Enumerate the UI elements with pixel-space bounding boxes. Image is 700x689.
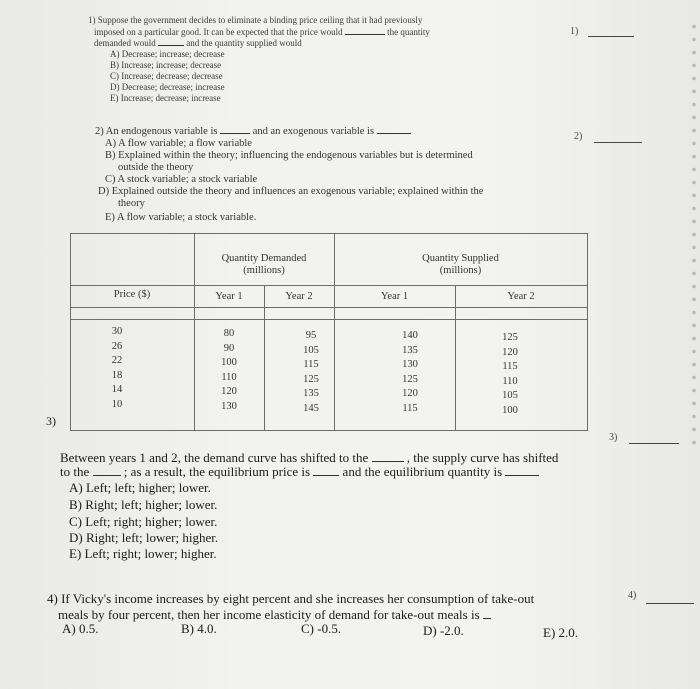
table-cell: 145 [303, 402, 319, 414]
table-cell: 100 [502, 404, 518, 416]
qd-year2-column [276, 329, 346, 416]
table-cell: 140 [402, 330, 418, 341]
table-cell: 105 [303, 344, 319, 356]
table-cell: 10 [111, 398, 123, 410]
q1-line2b-text: the quantity [387, 27, 430, 37]
price-column [70, 325, 164, 412]
q4-option-a: A) 0.5. [62, 621, 99, 636]
table-cell: 120 [221, 386, 237, 397]
q2-answer-number: 2) [574, 131, 583, 142]
q3-stem2c: and the equilibrium quantity is [342, 464, 503, 479]
table-cell: 18 [111, 369, 123, 381]
table-cell: 120 [502, 346, 518, 358]
q1-option-e: E) Increase; decrease; increase [110, 93, 221, 103]
q3-blank-demand[interactable] [372, 461, 404, 462]
q3-option-c: C) Left; right; higher; lower. [69, 514, 218, 529]
q1-line2-text: imposed on a particular good. It can be expected that the price would [94, 27, 343, 37]
q2-option-e: E) A flow variable; a stock variable. [105, 212, 257, 223]
table-line [70, 307, 588, 308]
table-cell: 105 [502, 390, 518, 401]
table-line [70, 430, 588, 431]
q3-option-a: A) Left; left; higher; lower. [69, 480, 211, 495]
q3-answer-line[interactable] [629, 443, 679, 444]
table-line [70, 233, 588, 234]
qd-year1-column [194, 327, 264, 414]
q4-line2 [58, 607, 491, 623]
q4-blank[interactable] [483, 618, 491, 619]
q1-option-c: C) Increase; decrease; decrease [110, 71, 223, 81]
q2-option-b-cont: outside the theory [118, 162, 194, 173]
table-cell: 135 [303, 388, 319, 399]
table-cell: 26 [111, 340, 123, 352]
q1-line2 [94, 27, 430, 38]
q2-option-c: C) A stock variable; a stock variable [105, 174, 258, 185]
q3-stem1a: Between years 1 and 2, the demand curve has shifted to the [60, 450, 369, 465]
q3-stem2a: to the [60, 464, 90, 479]
table-cell: 30 [111, 326, 123, 337]
q2-stem-a: 2) An endogenous variable is [95, 126, 218, 137]
q1-option-b: B) Increase; increase; decrease [110, 60, 222, 70]
header-qs-year1: Year 1 [380, 291, 409, 302]
q3-blank-quantity[interactable] [505, 475, 539, 476]
table-cell: 125 [402, 373, 418, 385]
table-line [587, 233, 588, 431]
table-cell: 125 [303, 373, 319, 385]
header-qs-units: (millions) [439, 265, 482, 276]
header-qd-year2: Year 2 [285, 291, 313, 302]
table-cell: 120 [402, 388, 418, 399]
table-cell: 90 [223, 342, 235, 354]
q4-option-e: E) 2.0. [543, 625, 579, 640]
q3-answer-number: 3) [609, 432, 618, 443]
q1-blank-price[interactable] [345, 34, 385, 35]
header-qd-year1: Year 1 [215, 291, 243, 302]
q2-option-d-cont: theory [118, 198, 145, 209]
q3-option-e: E) Left; right; lower; higher. [69, 546, 217, 561]
table-cell: 115 [303, 359, 319, 370]
q2-option-b: B) Explained within the theory; influencing the endogenous variables but is determined [105, 150, 473, 161]
header-qs-title: Quantity Supplied [422, 253, 499, 264]
q2-blank-2[interactable] [377, 133, 411, 134]
table-cell: 110 [502, 375, 518, 387]
header-quantity-supplied [334, 253, 587, 277]
table-cell: 110 [221, 371, 237, 383]
header-price: Price ($) [113, 289, 151, 300]
table-cell: 130 [402, 359, 418, 370]
table-cell: 80 [223, 328, 235, 339]
header-qd-title: Quantity Demanded [221, 253, 307, 264]
table-cell: 95 [305, 330, 317, 341]
table-cell: 100 [221, 357, 237, 368]
binder-edge [688, 20, 700, 450]
table-line [70, 285, 588, 286]
table-cell: 125 [502, 332, 518, 343]
q2-option-d: D) Explained outside the theory and influences an exogenous variable; explained within the [98, 186, 484, 197]
table-line [70, 319, 588, 320]
table-cell: 115 [502, 361, 518, 372]
q3-option-d: D) Right; left; lower; higher. [69, 530, 219, 545]
q1-answer-number: 1) [570, 26, 579, 37]
q3-blank-price[interactable] [313, 475, 339, 476]
q2-stem-b: and an exogenous variable is [252, 126, 375, 137]
table-cell: 115 [402, 402, 418, 414]
q2-answer-line[interactable] [594, 142, 642, 143]
q4-option-b: B) 4.0. [181, 621, 217, 636]
q4-line1: 4) If Vicky's income increases by eight percent and she increases her consumption of take-out [47, 591, 535, 606]
header-qd-units: (millions) [243, 265, 285, 276]
supply-demand-table [70, 233, 588, 431]
q1-answer-line[interactable] [588, 36, 634, 37]
header-qs-year2: Year 2 [507, 291, 535, 302]
qs-year2-column [475, 331, 545, 418]
table-cell: 135 [402, 344, 418, 356]
q1-line3b-text: and the quantity supplied would [186, 38, 302, 48]
table-line [264, 285, 265, 431]
table-cell: 14 [111, 384, 123, 395]
q3-stem2b: ; as a result, the equilibrium price is [123, 464, 311, 479]
q1-line3 [94, 38, 302, 49]
qs-year1-column [370, 329, 450, 416]
q3-stem-line2 [60, 464, 539, 480]
q1-option-a: A) Decrease; increase; decrease [110, 49, 225, 59]
q4-option-c: C) -0.5. [301, 621, 342, 636]
q1-blank-demanded[interactable] [158, 45, 184, 46]
table-line [455, 285, 456, 431]
q4-answer-number: 4) [628, 590, 637, 601]
q2-option-a: A) A flow variable; a flow variable [105, 138, 252, 149]
q4-option-d: D) -2.0. [423, 623, 464, 638]
header-quantity-demanded [194, 253, 334, 277]
q4-line2-text: meals by four percent, then her income elasticity of demand for take-out meals is [58, 607, 480, 622]
q3-stem1b: , the supply curve has shifted [406, 450, 559, 465]
q2-blank-1[interactable] [220, 133, 250, 134]
q1-line1: 1) Suppose the government decides to eliminate a binding price ceiling that it had previously [88, 15, 423, 25]
q3-number: 3) [46, 414, 56, 428]
q1-line3-text: demanded would [94, 38, 156, 48]
q4-answer-line[interactable] [646, 603, 694, 604]
q3-option-b: B) Right; left; higher; lower. [69, 497, 218, 512]
q1-option-d: D) Decrease; decrease; increase [110, 82, 225, 92]
q3-blank-supply[interactable] [93, 475, 121, 476]
table-cell: 130 [221, 400, 237, 412]
table-cell: 22 [111, 355, 123, 366]
